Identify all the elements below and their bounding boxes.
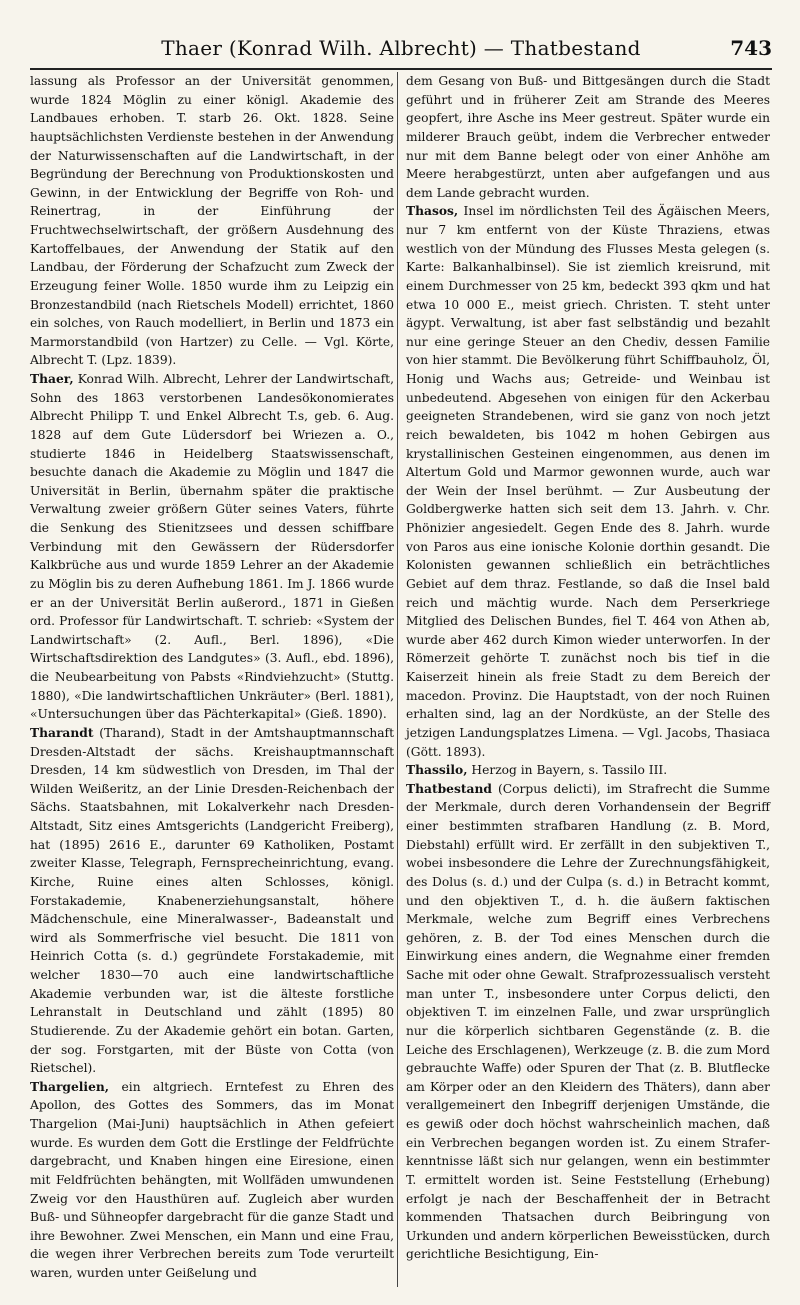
entry-thasos bbox=[406, 202, 770, 761]
entry-headword: Tharandt bbox=[30, 724, 94, 740]
entry-thargelien-continued bbox=[406, 72, 770, 202]
page-header bbox=[30, 36, 772, 66]
left-column bbox=[30, 72, 394, 1283]
entry-text: Insel im nördlichsten Teil des Ägäischen Meers, nur 7 km entfernt von der Küste Thraziens, etwas westlich von der Mündung des Flusses Mesta gelegen (s. Karte: Balkanhalbinsel). Sie ist ziemlich kreisrund, mit einem Durchmesser von 25 km, bedeckt 393 qkm und hat etwa 10 000 E., meist griech. Christen. T. steht unter ägypt. Verwaltung, ist aber fast selbständig und bezahlt nur eine geringe Steuer an den Chediv, dessen Familie von hier stammt. Die Bevölkerung führt Schiffbauholz, Öl, Honig und Wachs aus; Getreide- und Weinbau ist unbedeutend. Abgesehen von einigen für den Ackerbau geeigneten Strandebenen, wird sie ganz von noch jetzt reich bewaldeten, bis 1042 m hohen Gebirgen aus krystallinischen Gesteinen eingenommen, aus denen im Altertum Gold und Marmor gewonnen wurde, auch war der Wein der Insel berühmt. — Zur Ausbeutung der Goldbergwerke hatten sich seit dem 13. Jahrh. v. Chr. Phönizier angesiedelt. Gegen Ende des 8. Jahrh. wurde von Paros aus eine ionische Kolonie dorthin gesandt. Die Kolonisten gewannen schließlich ein beträchtliches Gebiet auf dem thraz. Festlande, so daß die Insel bald reich und mächtig wurde. Nach dem Perserkriege Mitglied des Delischen Bundes, fiel T. 464 von Athen ab, wurde aber 462 durch Kimon wieder unterworfen. In der Römerzeit gehörte T. zunächst noch bis tief in die Kaiserzeit hinein als freie Stadt zu dem Bereich der macedon. Provinz. Die Hauptstadt, von der noch Ruinen erhalten sind, lag an der Nordküste, an der Stelle des jetzigen Landungsplatzes Limena. — Vgl. Jacobs, Thasiaca (Gött. 1893). bbox=[406, 204, 771, 759]
column-divider bbox=[397, 72, 398, 1287]
entry-thaer-albrecht-continued bbox=[30, 72, 394, 370]
entry-tharandt bbox=[30, 724, 394, 1078]
entry-text: Herzog in Bayern, s. Tassilo III. bbox=[471, 763, 668, 778]
entry-text: Konrad Wilh. Albrecht, Lehrer der Landwirtschaft, Sohn des 1863 verstorbenen Landesökonomierates Albrecht Philipp T. und Enkel Albrecht T.s, geb. 6. Aug. 1828 auf dem Gute Lüdersdorf bei Wriezen a. O., studierte 1846 in Heidelberg Staatswissenschaft, besuchte danach die Akademie zu Möglin und 1847 die Universität in Berlin, übernahm später die praktische Verwaltung zweier größern Güter seines Vaters, führte die Senkung des Stienitzsees und dessen schiffbare Verbindung mit den Gewässern der Rüdersdorfer Kalkbrüche aus und wurde 1859 Lehrer an der Akademie zu Möglin bis zu deren Aufhebung 1861. Im J. 1866 wurde er an der Universität Berlin außerord., 1871 in Gießen ord. Professor für Landwirtschaft. T. schrieb: «System der Landwirtschaft» (2. Aufl., Berl. 1896), «Die Wirtschaftsdirektion des Landgutes» (3. Aufl., ebd. 1896), die Neubearbeitung von Pabsts «Rindviehzucht» (Stuttg. 1880), «Die landwirtschaftlichen Unkräuter» (Berl. 1881), «Untersuchungen über das Pächterkapital» (Gieß. 1890). bbox=[30, 372, 394, 722]
entry-text: (Tharand), Stadt in der Amtshauptmannschaft Dresden-Altstadt der sächs. Kreishauptmannschaft Dresden, 14 km südwestlich von Dresden, im Thal der Wilden Weißeritz, an der Linie Dresden-Reichenbach der Sächs. Staatsbahnen, mit Lokalverkehr nach Dresden-Altstadt, Sitz eines Amtsgerichts (Landgericht Freiberg), hat (1895) 2616 E., darunter 69 Katholiken, Postamt zweiter Klasse, Telegraph, Fernsprecheinrichtung, evang. Kirche, Ruine eines alten Schlosses, königl. Forstakademie, Knabenerziehungsanstalt, höhere Mädchenschule, eine Mineralwasser-, Badeanstalt und wird als Sommerfrische viel besucht. Die 1811 von Heinrich Cotta (s. d.) gegründete Forstakademie, mit welcher 1830—70 auch eine landwirtschaftliche Akademie verbunden war, ist die älteste forstliche Lehranstalt in Deutschland und zählt (1895) 80 Studierende. Zu der Akademie gehört ein botan. Garten, der sog. Forstgarten, mit der Büste von Cotta (von Rietschel). bbox=[30, 725, 394, 1076]
right-column bbox=[406, 72, 770, 1264]
entry-thaer-konrad bbox=[30, 370, 394, 724]
entry-headword: Thaer, bbox=[30, 371, 74, 386]
page-number: 743 bbox=[730, 36, 772, 60]
entry-headword: Thatbestand bbox=[406, 780, 492, 796]
entry-text: ein altgriech. Erntefest zu Ehren des Apollon, des Gottes des Sommers, das im Monat Thargelion (Mai-Juni) hauptsächlich in Athen gefeiert wurde. Es wurden dem Gott die Erstlinge der Feldfrüchte dargebracht, und Knaben hingen eine Eiresione, einen mit Feldfrüchten behängten, mit Wollfäden umwundenen Zweig vor den Hausthüren auf. Zugleich aber wurden Buß- und Sühneopfer dargebracht für die ganze Stadt und ihre Bewohner. Zwei Menschen, ein Mann und eine Frau, die wegen ihrer Verbrechen bereits zum Tode verurteilt waren, wurden unter Geißelung und bbox=[30, 1079, 394, 1280]
entry-headword: Thasos, bbox=[406, 203, 459, 219]
entry-text: dem Gesang von Buß- und Bittgesängen durch die Stadt geführt und in früherer Zeit am Strande des Meeres geopfert, ihre Asche ins Meer gestreut. Später wurde ein milderer Brauch geübt, indem die Verbrecher entweder nur mit dem Banne belegt oder von einer Anhöhe am Meere herabgestürzt, unten aber aufgefangen und aus dem Lande gebracht wurden. bbox=[406, 74, 770, 200]
entry-thatbestand bbox=[406, 780, 770, 1264]
entry-text: (Corpus delicti), im Strafrecht die Summe der Merkmale, durch deren Vorhandensein der Begriff einer bestimmten strafbaren Handlung (z. B. Mord, Diebstahl) erfüllt wird. Er zerfällt in den subjektiven T., wobei insbesondere die Lehre der Zurechnungsfähigkeit, des Dolus (s. d.) und der Culpa (s. d.) in Betracht kommt, und den objektiven T., d. h. die äußern faktischen Merkmale, welche zum Begriff eines Verbrechens gehören, z. B. der Tod eines Menschen durch die Einwirkung eines andern, die Wegnahme einer fremden Sache mit oder ohne Gewalt. Strafprozessualisch versteht man unter T., insbesondere unter Corpus delicti, den objektiven T. im einzelnen Falle, und zwar ursprünglich nur die körperlich sichtbaren Gegenstände (z. B. die Leiche des Erschlagenen), Werkzeuge (z. B. die zum Mord gebrauchte Waffe) oder Spuren der That (z. B. Blutflecke am Körper oder an den Kleidern des Thäters), dann aber verallgemeinert den Inbegriff derjenigen Umstände, die es gewiß oder doch höchst wahrscheinlich machen, daß ein Verbrechen begangen worden ist. Zu einem Straferkenntnisse läßt sich nur gelangen, wenn ein bestimmter T. ermittelt worden ist. Seine Feststellung (Erhebung) erfolgt je nach der Beschaffenheit der in Betracht kommenden Thatsachen durch Beibringung von Urkunden und andern körperlichen Beweisstücken, durch gerichtliche Besichtigung, Ein- bbox=[406, 781, 770, 1262]
entry-headword: Thassilo, bbox=[406, 762, 468, 778]
entry-thargelien bbox=[30, 1078, 394, 1283]
entry-text: lassung als Professor an der Universität genommen, wurde 1824 Möglin zu einer königl. Akademie des Landbaues erhoben. T. starb 26. Okt. 1828. Seine hauptsächlichsten Verdienste bestehen in der Anwendung der Naturwissenschaften auf die Landwirtschaft, in der Begründung der Berechnung von Produktionskosten und Gewinn, in der Entwicklung der Begriffe von Roh- und Reinertrag, in der Einführung der Fruchtwechselwirtschaft, der größern Ausdehnung des Kartoffelbaues, der Anwendung der Statik auf den Landbau, der Förderung der Schafzucht zum Zweck der Erzeugung feiner Wolle. 1850 wurde ihm zu Leipzig ein Bronzestandbild (nach Rietschels Modell) errichtet, 1860 ein solches, von Rauch modelliert, in Berlin und 1873 ein Marmorstandbild (von Hartzer) zu Celle. — Vgl. Körte, Albrecht T. (Lpz. 1839). bbox=[30, 74, 394, 368]
entry-headword: Thargelien, bbox=[30, 1078, 110, 1094]
header-rule bbox=[30, 68, 772, 70]
running-head: Thaer (Konrad Wilh. Albrecht) — Thatbestand bbox=[161, 36, 641, 60]
entry-thassilo bbox=[406, 761, 770, 780]
